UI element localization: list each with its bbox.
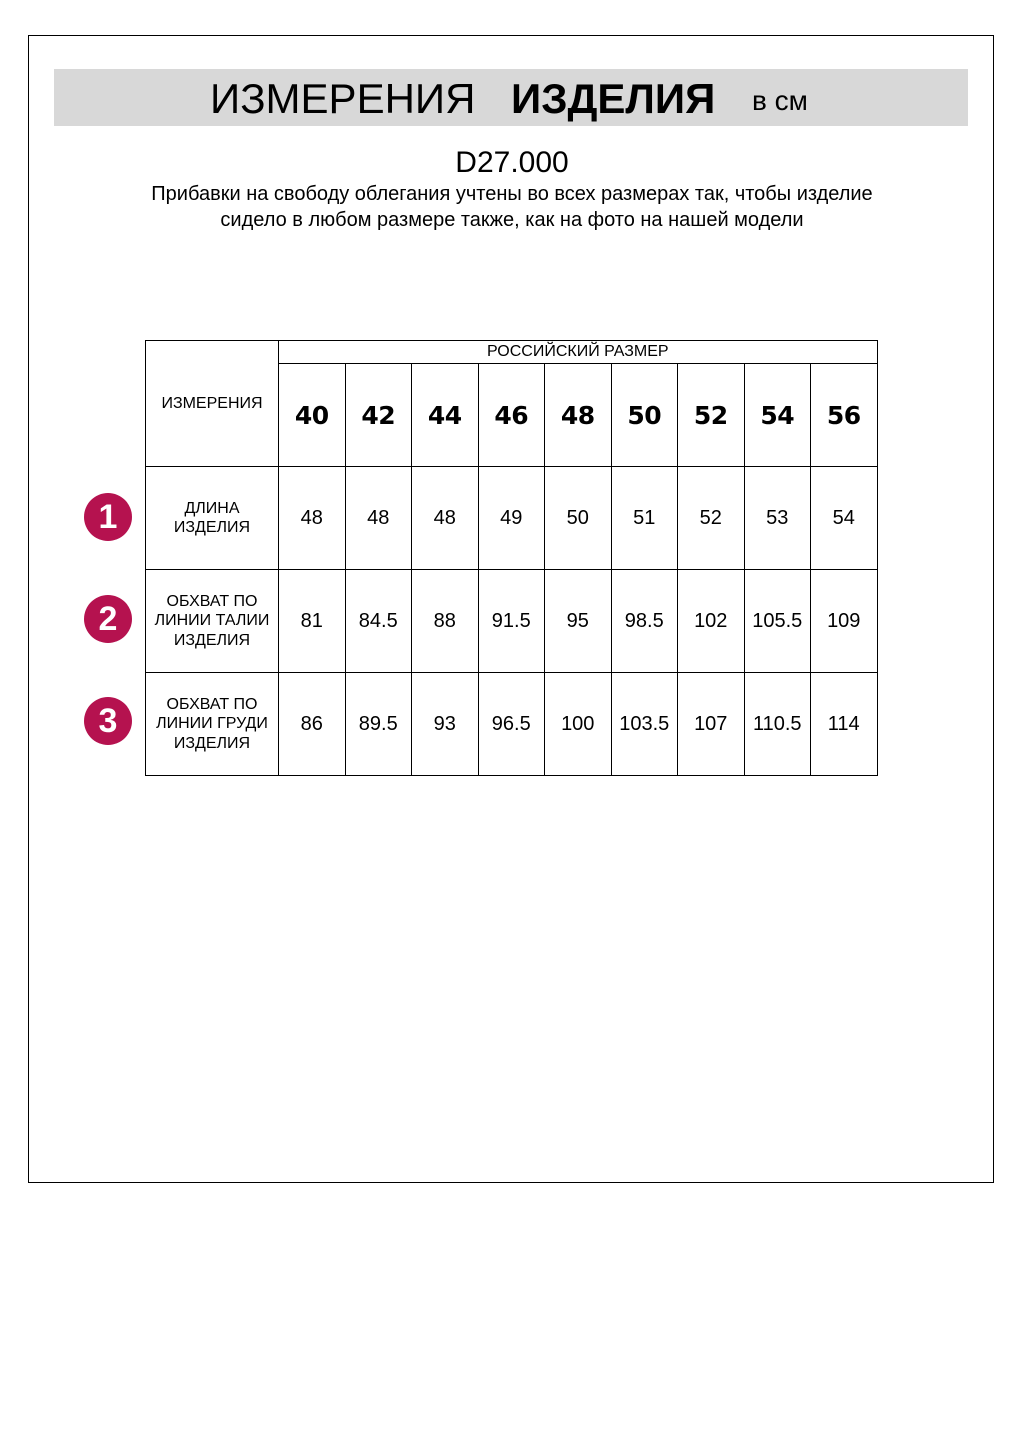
value-cell: 109 xyxy=(811,570,878,673)
value-cell: 93 xyxy=(412,673,479,776)
title-unit: в см xyxy=(752,85,808,116)
row-number-badge: 3 xyxy=(84,697,132,745)
size-header-cell: 42 xyxy=(345,364,412,467)
size-header-cell: 54 xyxy=(744,364,811,467)
value-cell: 102 xyxy=(678,570,745,673)
row-label xyxy=(146,570,279,673)
value-cell: 81 xyxy=(279,570,346,673)
row-label-line: ИЗДЕЛИЯ xyxy=(173,734,251,752)
fit-note: Прибавки на свободу облегания учтены во всех размерах так, чтобы изделие сидело в любом размере также, как на фото на нашей модели xyxy=(151,183,873,231)
row-number-badge: 1 xyxy=(84,493,132,541)
article-code: D27.000 xyxy=(455,146,569,179)
value-cell: 107 xyxy=(678,673,745,776)
value-cell: 51 xyxy=(611,467,678,570)
row-label-line: ИЗДЕЛИЯ xyxy=(173,631,251,649)
value-cell: 52 xyxy=(678,467,745,570)
size-header-cell: 48 xyxy=(545,364,612,467)
value-cell: 48 xyxy=(345,467,412,570)
size-header-cell: 40 xyxy=(279,364,346,467)
row-label-line: ОБХВАТ ПО xyxy=(166,695,258,713)
size-header-cell: 44 xyxy=(412,364,479,467)
value-cell: 110.5 xyxy=(744,673,811,776)
table-row xyxy=(146,467,878,570)
value-cell: 84.5 xyxy=(345,570,412,673)
row-number-badge: 2 xyxy=(84,595,132,643)
value-cell: 96.5 xyxy=(478,673,545,776)
size-header-cell: 56 xyxy=(811,364,878,467)
size-header-cell: 50 xyxy=(611,364,678,467)
value-cell: 48 xyxy=(279,467,346,570)
title-regular: ИЗМЕРЕНИЯ xyxy=(210,75,476,122)
value-cell: 86 xyxy=(279,673,346,776)
value-cell: 91.5 xyxy=(478,570,545,673)
title-banner xyxy=(54,69,968,126)
title-bold: ИЗДЕЛИЯ xyxy=(511,75,716,122)
value-cell: 54 xyxy=(811,467,878,570)
value-cell: 114 xyxy=(811,673,878,776)
size-header-cell: 46 xyxy=(478,364,545,467)
size-table xyxy=(145,340,878,776)
table-row xyxy=(146,570,878,673)
size-header-cell: 52 xyxy=(678,364,745,467)
value-cell: 89.5 xyxy=(345,673,412,776)
table-row xyxy=(146,673,878,776)
row-label-line: ЛИНИИ ТАЛИИ xyxy=(154,612,270,630)
value-cell: 105.5 xyxy=(744,570,811,673)
row-label-line: ИЗДЕЛИЯ xyxy=(173,519,251,536)
value-cell: 50 xyxy=(545,467,612,570)
value-cell: 88 xyxy=(412,570,479,673)
value-cell: 48 xyxy=(412,467,479,570)
value-cell: 53 xyxy=(744,467,811,570)
value-cell: 100 xyxy=(545,673,612,776)
row-label xyxy=(146,467,279,570)
row-label-line: ЛИНИИ ГРУДИ xyxy=(156,715,268,733)
row-label xyxy=(146,673,279,776)
value-cell: 103.5 xyxy=(611,673,678,776)
measure-header: ИЗМЕРЕНИЯ xyxy=(146,341,279,467)
value-cell: 95 xyxy=(545,570,612,673)
value-cell: 49 xyxy=(478,467,545,570)
size-group-header: РОССИЙСКИЙ РАЗМЕР xyxy=(279,341,878,364)
value-cell: 98.5 xyxy=(611,570,678,673)
row-label-line: ДЛИНА xyxy=(184,499,240,517)
row-label-line: ОБХВАТ ПО xyxy=(166,592,258,610)
